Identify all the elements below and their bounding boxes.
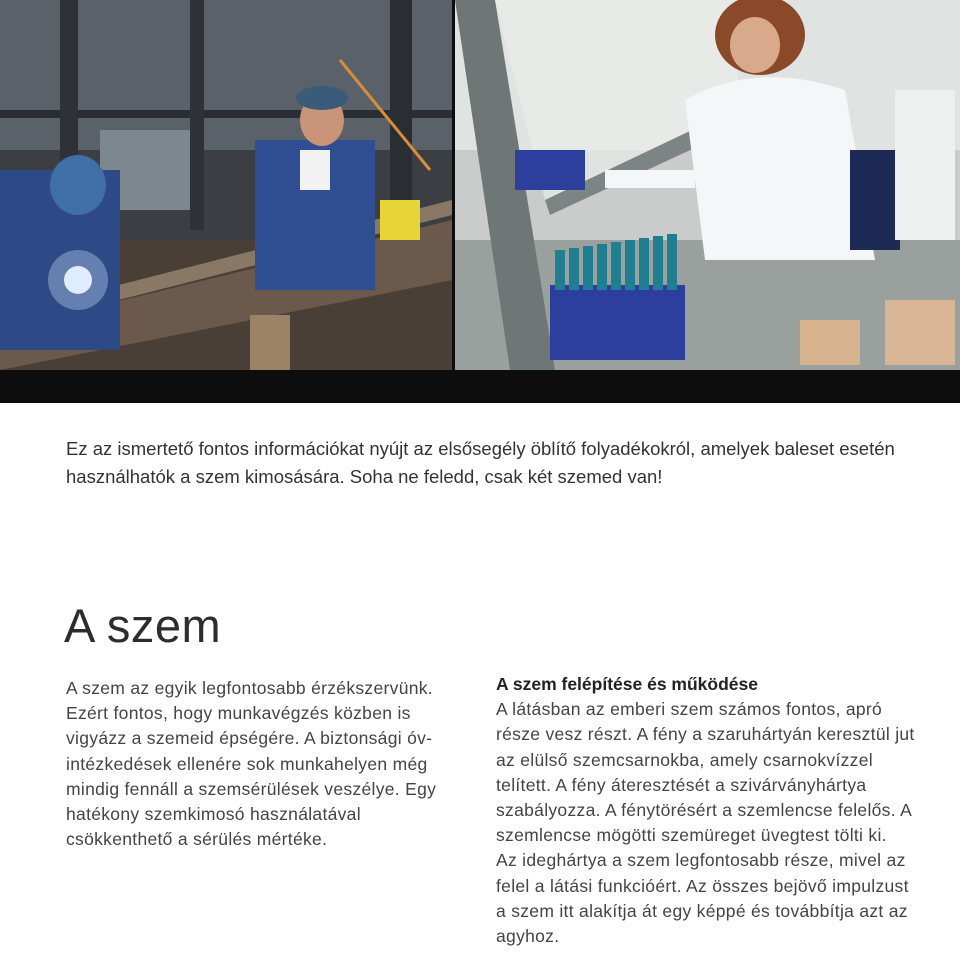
workshop-illustration <box>0 0 452 370</box>
intro-text: Ez az ismertető fontos információkat nyújt az elsősegély öblítő folyadékokról, amelyek baleset esetén használhatók a szem kimosására. Soha ne feledd, csak két szemed van! <box>66 438 895 487</box>
left-column-text: A szem az egyik legfontosabb érzékszervünk. Ezért fontos, hogy munkavégzés közben is vigyázz a szemeid épségére. A biztonsági óv-intézkedések ellenére sok munkahelyen még mindig fennáll a szemsérülések veszélye. Egy hatékony szemkimosó használatával csökkenthető a sérülés mértéke. <box>66 678 437 850</box>
right-column <box>496 672 916 949</box>
right-column-paragraph-2: Az ideghártya a szem legfontosabb része, mivel az felel a látási funkcióért. Az összes bejövő impulzust a szem itt alakítja át egy képpé és továbbítja azt az agyhoz. <box>496 850 909 947</box>
laboratory-illustration <box>455 0 960 370</box>
laboratory-worker-photo <box>455 0 960 370</box>
page-title: A szem <box>64 599 222 652</box>
workshop-welders-photo <box>0 0 452 370</box>
section-subheading: A szem felépítése és működése <box>496 674 758 694</box>
right-column-paragraph-1: A látásban az emberi szem számos fontos, apró része vesz részt. A fény a szaruhártyán keresztül jut az elülső szemcsarnokba, amely csarnokvízzel telített. A fény áteresztését a szivárványhártya szabályozza. A fénytörésért a szemlencse felelős. A szemlencse mögötti szemüreget üvegtest tölti ki. <box>496 699 915 846</box>
photo-band <box>0 0 960 403</box>
